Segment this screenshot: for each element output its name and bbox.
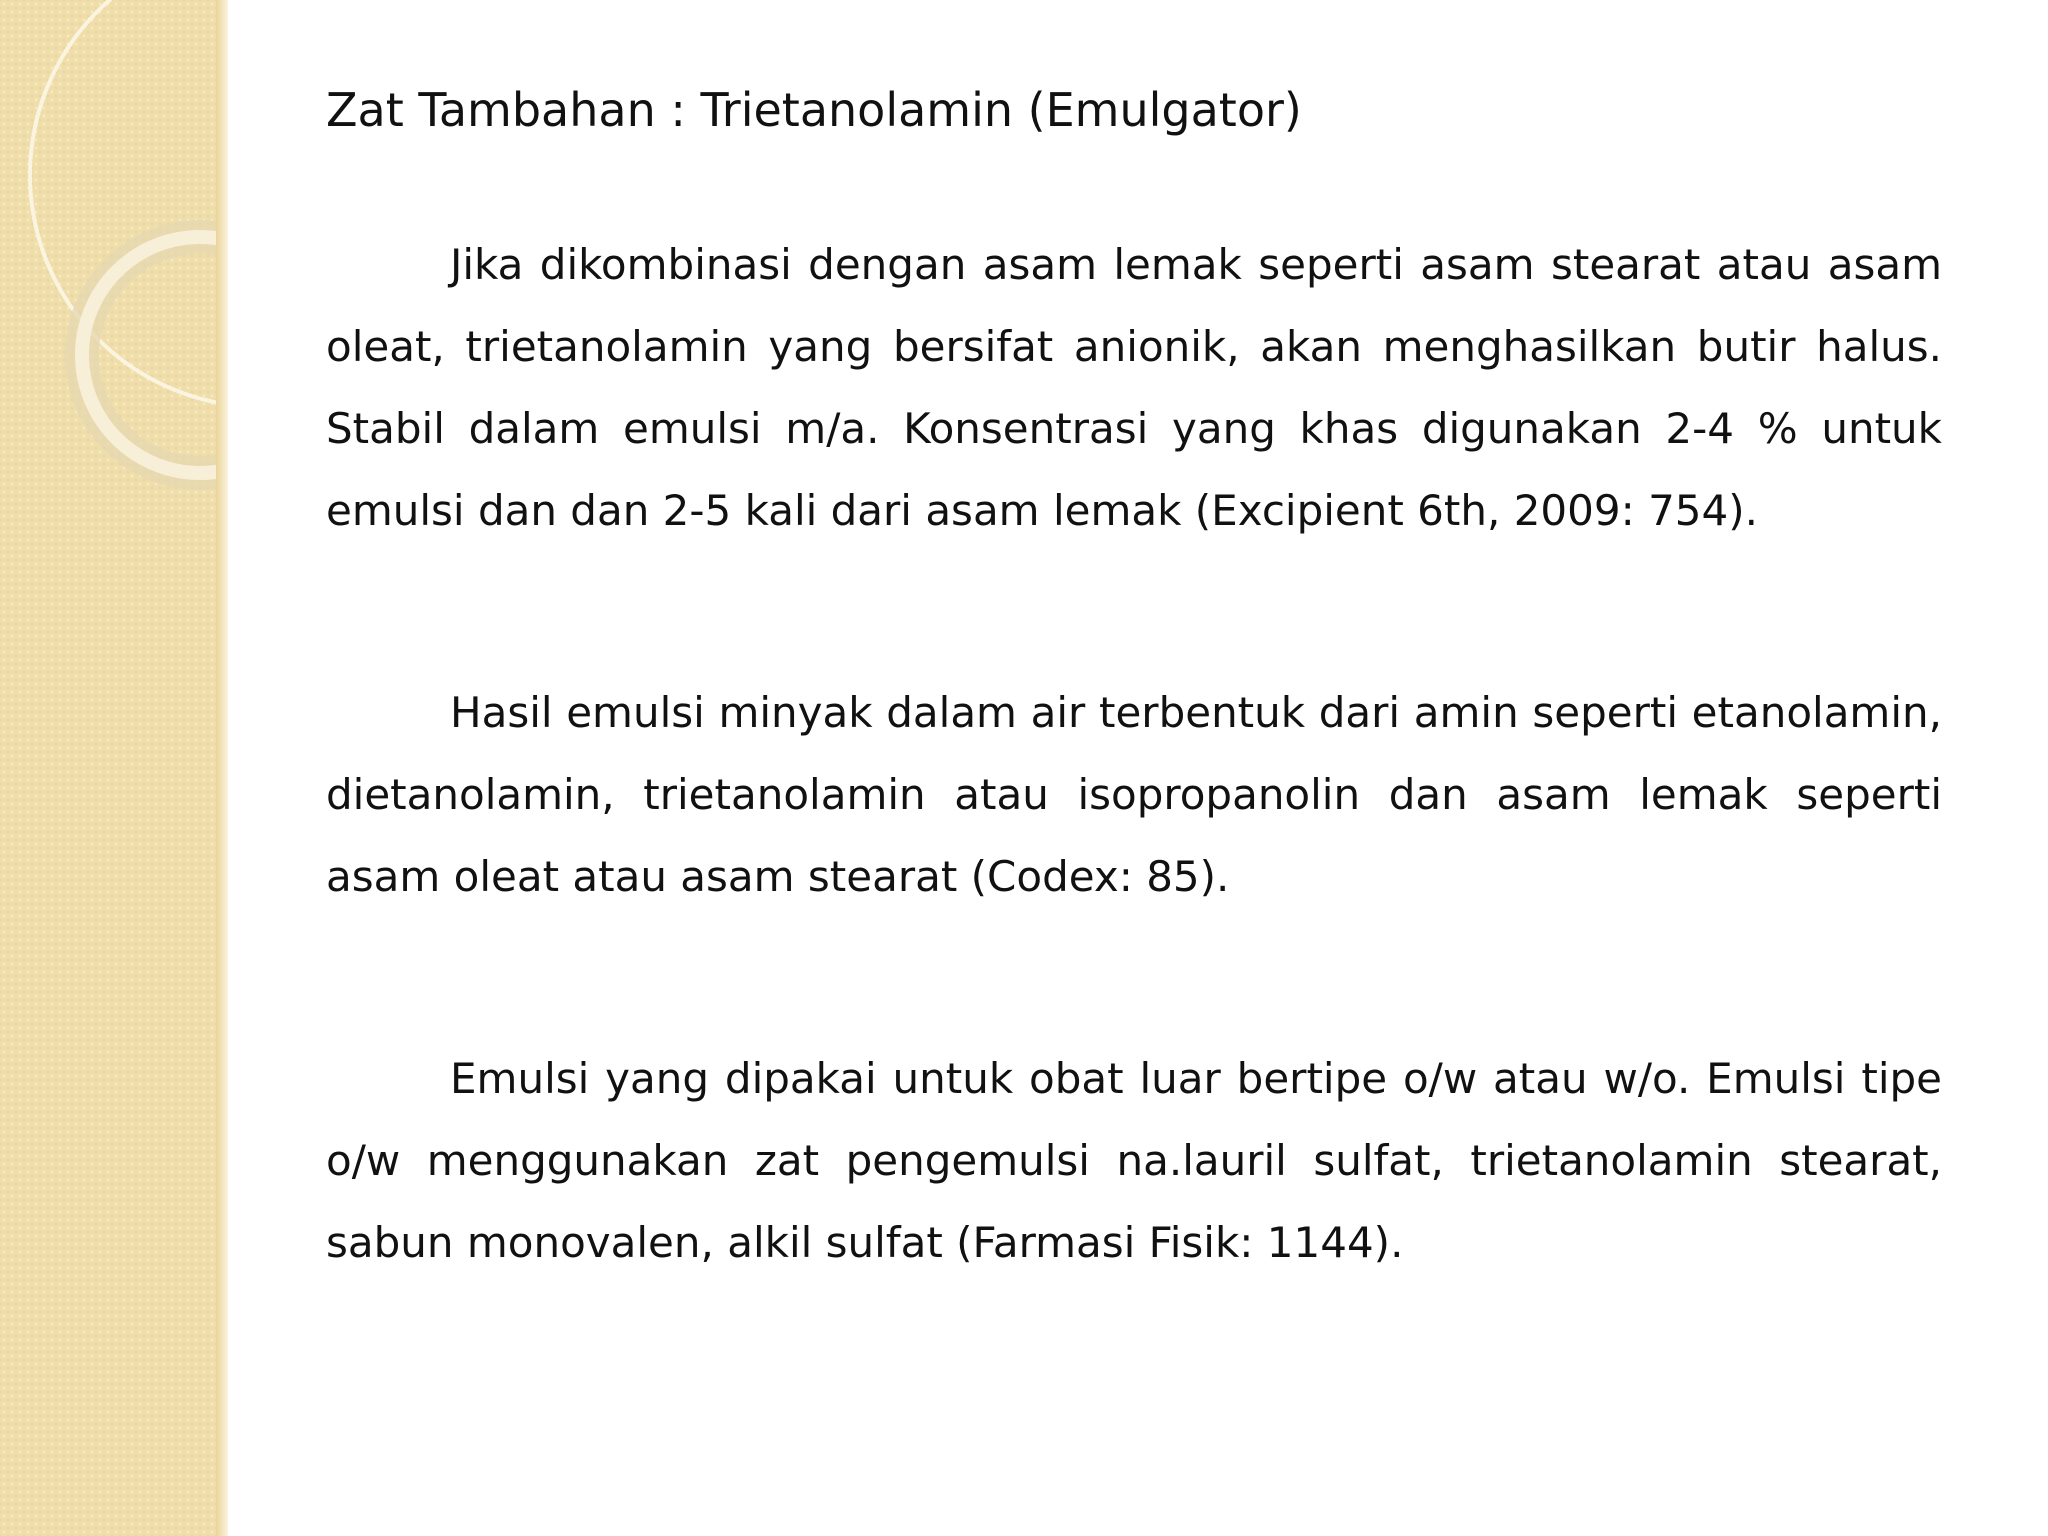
- large-ring: [30, 0, 228, 407]
- decorative-rings: [0, 0, 228, 1536]
- decorative-side-band: [0, 0, 228, 1536]
- band-edge: [216, 0, 228, 1536]
- paragraph-trietanolamin-combination: Jika dikombinasi dengan asam lemak seperti asam stearat atau asam oleat, trietanolamin yang bersifat anionik, akan menghasilkan butir halus. Stabil dalam emulsi m/a. Konsentrasi yang khas digunakan 2-4 % untuk emulsi dan dan 2-5 kali dari asam lemak (Excipient 6th, 2009: 754).: [326, 240, 1942, 535]
- paragraph-external-medicine-emulsion: Emulsi yang dipakai untuk obat luar bertipe o/w atau w/o. Emulsi tipe o/w menggunakan zat pengemulsi na.lauril sulfat, trietanolamin stearat, sabun monovalen, alkil sulfat (Farmasi Fisik: 1144).: [326, 1054, 1942, 1267]
- medium-ring-outer: [82, 237, 228, 473]
- paragraph-oil-in-water-emulsion: Hasil emulsi minyak dalam air terbentuk dari amin seperti etanolamin, dietanolamin, trietanolamin atau isopropanolin dan asam lemak seperti asam oleat atau asam stearat (Codex: 85).: [326, 688, 1942, 901]
- slide-title: Zat Tambahan : Trietanolamin (Emulgator): [326, 83, 1302, 137]
- slide-content: [326, 68, 1942, 1404]
